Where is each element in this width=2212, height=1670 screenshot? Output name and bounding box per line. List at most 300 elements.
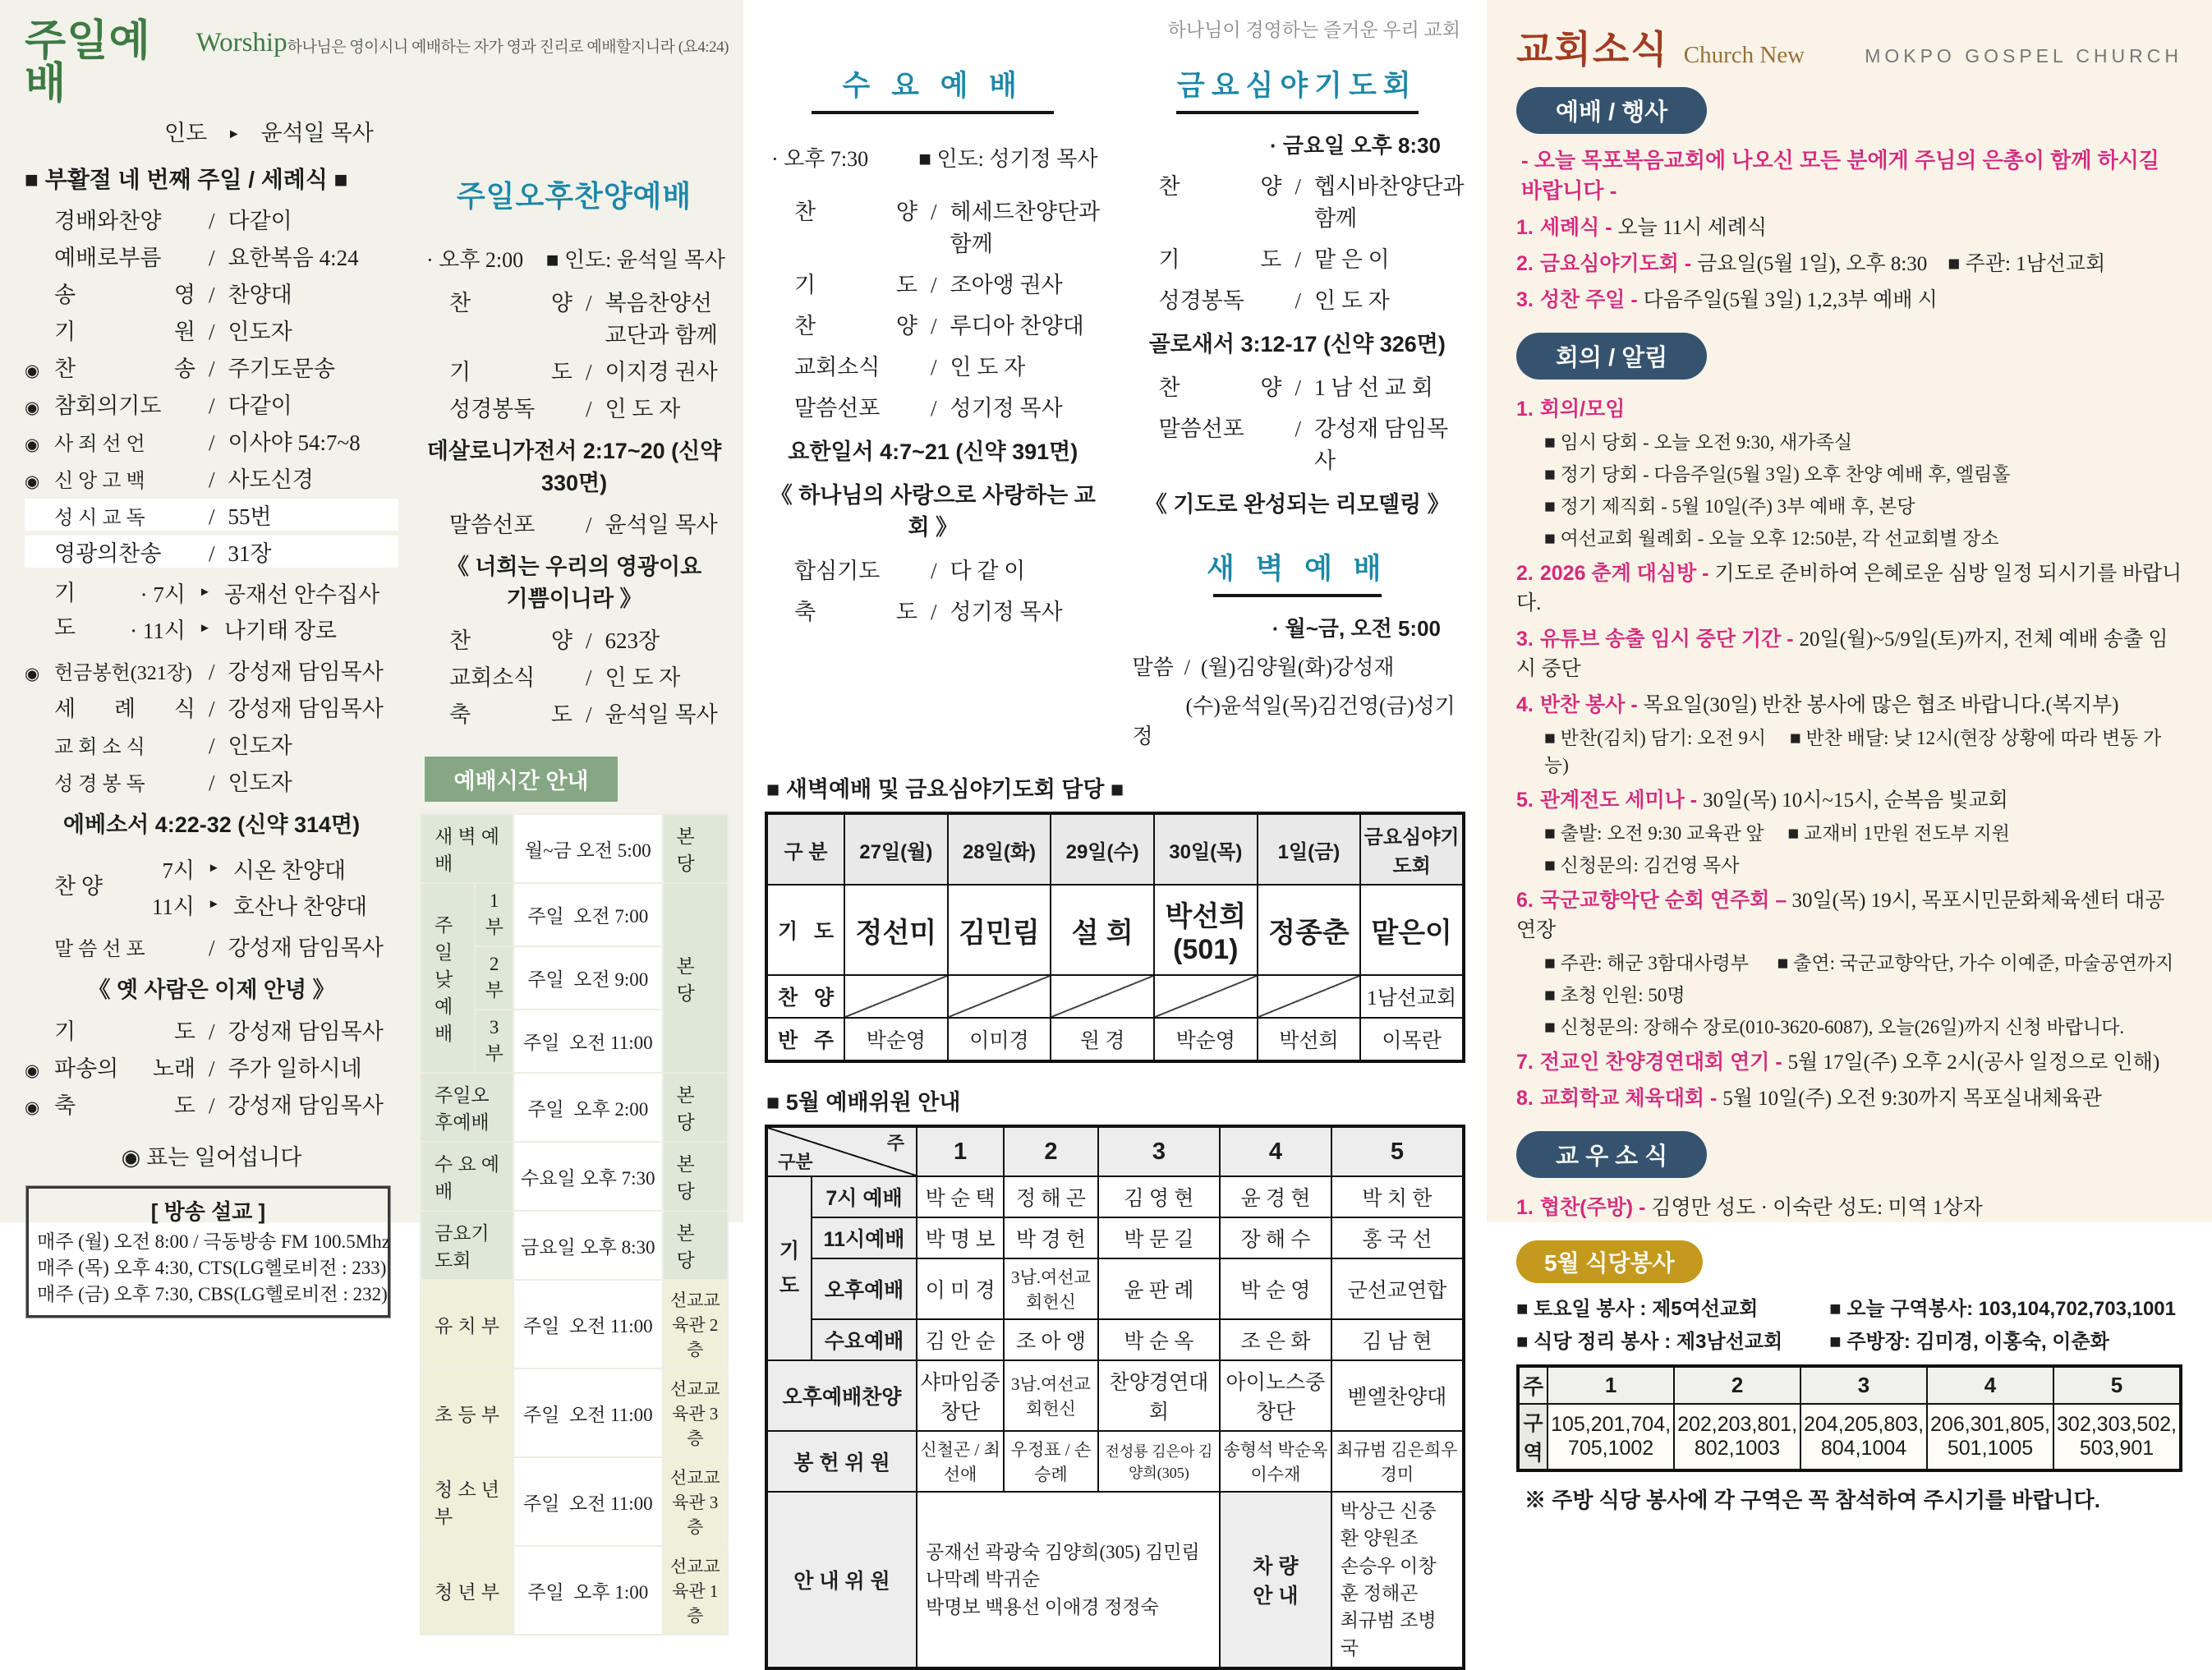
table-cell: 주일 오전 7:00 xyxy=(513,883,662,946)
table-row xyxy=(766,1176,1464,1217)
liturgy-value: 다같이 xyxy=(228,393,292,418)
liturgy-label: 찬 양 xyxy=(794,314,917,338)
liturgy-label: 참회의기도 xyxy=(54,393,162,418)
table-cell: 1 부 xyxy=(475,883,513,946)
table-cell: 이목란 xyxy=(1360,1018,1464,1061)
separator: / xyxy=(586,665,592,690)
table-cell: 수 요 예 배 xyxy=(421,1142,513,1211)
dawn-service-title: 새 벽 예 배 xyxy=(1207,553,1388,585)
table-cell: 29일(수) xyxy=(1051,813,1154,885)
item-keyword: 전교인 찬양경연대회 연기 xyxy=(1539,1051,1770,1074)
liturgy-value: 인도자 xyxy=(228,734,292,758)
item-number: 3. xyxy=(1516,288,1534,311)
table-row xyxy=(421,1280,728,1369)
item-text: 김영만 성도 · 이숙란 성도: 미역 1상자 xyxy=(1651,1197,1983,1219)
separator: / xyxy=(586,360,592,384)
time-label: 7시 xyxy=(162,858,195,883)
table-cell: 전성룡 김은아 김양희(305) xyxy=(1098,1431,1220,1492)
separator: / xyxy=(931,273,937,297)
liturgy-center-line: 《 너희는 우리의 영광이요 기쁨이니라 》 xyxy=(446,554,702,611)
table-row xyxy=(421,1546,728,1635)
wednesday-service-column xyxy=(765,44,1106,750)
liturgy-label: 성경봉독 xyxy=(449,397,536,421)
liturgy-row xyxy=(25,351,398,383)
liturgy-label: 성경봉독 xyxy=(1158,288,1244,313)
table-cell: 본 당 xyxy=(663,1073,729,1142)
liturgy-pair-item xyxy=(94,577,398,609)
liturgy-pair-item xyxy=(103,853,398,885)
broadcast-line: 매주 (금) 오후 7:30, CBS(LG헬로비전 : 232) xyxy=(37,1284,388,1305)
separator-arrow-icon: ► xyxy=(207,862,220,875)
liturgy-pair-item xyxy=(103,889,398,921)
liturgy-label: 찬 양 xyxy=(449,291,573,315)
table-cell: 기 도 xyxy=(766,1176,812,1360)
broadcast-title: [ 방송 설교 ] xyxy=(150,1199,266,1224)
committee-table-caption: ■ 5월 예배위원 안내 xyxy=(766,1090,961,1115)
table-cell: 박상근 신중환 양원조 손승우 이창훈 정해곤 최규범 조병국 xyxy=(1331,1492,1464,1668)
friday-order-list xyxy=(1129,168,1470,518)
table-cell: 박선희(501) xyxy=(1154,885,1258,975)
liturgy-label: 축 도 xyxy=(54,1093,195,1118)
weekly-region-table xyxy=(1516,1364,2182,1472)
item-number: 1. xyxy=(1516,216,1534,239)
item-number: 2. xyxy=(1516,562,1534,585)
news-item xyxy=(1516,1191,2182,1221)
table-cell: 4 xyxy=(1220,1126,1331,1176)
table-cell: 주일 오후 2:00 xyxy=(513,1073,662,1142)
news-sub-item: ■ 출발: 오전 9:30 교육관 앞 ■ 교재비 1만원 전도부 지원 xyxy=(1544,823,2010,844)
liturgy-value: 조아앵 권사 xyxy=(950,273,1063,297)
table-cell: 1 xyxy=(1547,1366,1674,1404)
meal-service-footnote: ※ 주방 식당 봉사에 각 구역은 꼭 참석하여 주시기를 바랍니다. xyxy=(1524,1488,2101,1512)
table-cell: 김민림 xyxy=(948,885,1051,975)
news-item xyxy=(1516,1082,2182,1111)
table-cell: 선교교육관 3층 xyxy=(663,1369,729,1457)
liturgy-row xyxy=(420,507,729,539)
church-slogan: 하나님이 경영하는 즐거운 우리 교회 xyxy=(1167,20,1460,40)
table-cell: 정종춘 xyxy=(1258,885,1361,975)
table-cell: 7시 예배 xyxy=(812,1176,917,1217)
corner-label-week: 주 xyxy=(886,1133,904,1153)
table-cell: 새 벽 예 배 xyxy=(421,814,513,883)
table-cell xyxy=(1051,975,1154,1018)
dawn-preacher-lines xyxy=(1129,651,1466,750)
standing-mark: ◉ xyxy=(25,1097,40,1117)
item-number: 4. xyxy=(1516,693,1534,716)
assignee: 나기태 장로 xyxy=(223,619,338,643)
table-cell: 공재선 곽광숙 김양희(305) 김민림 나막례 박귀순 박명보 백용선 이애경 정정숙 xyxy=(917,1492,1220,1668)
standing-mark: ◉ xyxy=(25,398,40,417)
item-keyword: 관계전도 세미나 xyxy=(1539,789,1685,812)
meal-info-line: ■ 식당 정리 봉사 : 제3남선교회 xyxy=(1516,1331,1783,1353)
news-sub-item: ■ 정기 당회 - 다음주일(5월 3일) 오후 찬양 예배 후, 엘림홀 xyxy=(1544,464,2011,485)
liturgy-value: 강성재 담임목사 xyxy=(228,936,384,960)
table-cell: 벧엘찬양대 xyxy=(1331,1360,1464,1431)
news-item xyxy=(1516,247,2182,277)
table-row xyxy=(766,1492,1464,1668)
sunday-heading: ■ 부활절 네 번째 주일 / 세례식 ■ xyxy=(25,167,348,192)
liturgy-value: 강성재 담임목사 xyxy=(1314,416,1449,473)
table-cell: 찬 양 xyxy=(766,975,844,1018)
separator: / xyxy=(209,771,215,795)
item-text: 30일(목) 19시, 목포시민문화체육센터 대공연장 xyxy=(1516,890,2165,941)
liturgy-value: 맡 은 이 xyxy=(1314,247,1390,272)
item-number: 7. xyxy=(1516,1051,1534,1074)
liturgy-row xyxy=(25,930,398,962)
liturgy-row xyxy=(420,623,729,655)
wednesday-time-line xyxy=(771,142,1098,173)
liturgy-label: 세 례 식 xyxy=(54,697,195,721)
liturgy-label: 기 도 xyxy=(449,360,573,384)
liturgy-label: 기 도 xyxy=(1158,247,1282,272)
table-cell: 11시예배 xyxy=(812,1217,917,1258)
item-text: 5월 17일(주) 오후 2시(공사 일정으로 인해) xyxy=(1787,1051,2160,1074)
separator: / xyxy=(209,467,215,492)
dash: - xyxy=(1625,288,1644,311)
item-number: 1. xyxy=(1516,398,1534,421)
liturgy-label: 찬 양 xyxy=(1158,174,1282,199)
standing-mark: ◉ xyxy=(25,472,40,491)
dash: - xyxy=(1678,252,1698,275)
table-cell: 박 문 길 xyxy=(1098,1217,1220,1258)
news-item xyxy=(1516,688,2182,777)
liturgy-row xyxy=(25,240,398,272)
badge-members: 교 우 소 식 xyxy=(1516,1131,1707,1178)
table-cell: 5 xyxy=(2053,1366,2181,1404)
liturgy-label: 송 영 xyxy=(54,283,195,307)
liturgy-center-line: 골로새서 3:12-17 (신약 326면) xyxy=(1148,332,1446,357)
liturgy-row xyxy=(765,390,1101,422)
liturgy-value: 사도신경 xyxy=(228,467,314,492)
church-news-logo-en: Church New xyxy=(1683,42,1805,68)
table-row xyxy=(766,1431,1464,1492)
liturgy-label: 말씀선포 xyxy=(794,396,881,421)
separator: / xyxy=(209,246,215,270)
broadcast-line: 매주 (목) 오후 4:30, CTS(LG헬로비전 : 233) xyxy=(37,1258,387,1279)
separator: / xyxy=(209,660,215,684)
assignee: 호산나 찬양대 xyxy=(232,895,368,919)
item-keyword: 반찬 봉사 xyxy=(1539,693,1626,716)
title-underline xyxy=(812,111,1054,114)
dawn-time-line: · 월~금, 오전 5:00 xyxy=(1272,616,1441,641)
meal-info-left xyxy=(1516,1288,1829,1358)
table-cell: 윤 경 현 xyxy=(1220,1176,1331,1217)
separator: / xyxy=(209,430,215,455)
table-cell: 1남선교회 xyxy=(1360,975,1464,1018)
table-row xyxy=(421,1142,728,1211)
welcome-line: - 오늘 목포복음교회에 나오신 모든 분에게 주님의 은총이 함께 하시길 바랍니다 - xyxy=(1521,148,2159,203)
table-cell: 월~금 오전 5:00 xyxy=(513,814,662,883)
table-cell: 5 xyxy=(1331,1126,1464,1176)
table-cell: 오후예배찬양 xyxy=(766,1360,917,1431)
service-schedule-table xyxy=(420,813,729,1635)
service-leader: ■ 인도: 윤석일 목사 xyxy=(545,248,725,272)
separator: / xyxy=(209,283,215,307)
liturgy-value: 55번 xyxy=(228,504,272,529)
liturgy-label: 찬 송 xyxy=(54,357,195,381)
liturgy-row xyxy=(420,697,729,729)
separator: / xyxy=(209,320,215,344)
liturgy-row xyxy=(25,536,398,568)
assignee: 시온 찬양대 xyxy=(232,858,346,883)
news-sub-item: ■ 신청문의: 장해수 장로(010-3620-6087), 오늘(26일)까지 신청 바랍니다. xyxy=(1544,1017,2125,1037)
liturgy-label: 성 시 교 독 xyxy=(54,508,145,529)
liturgy-row xyxy=(1129,370,1466,402)
separator: / xyxy=(1295,174,1302,199)
dash: - xyxy=(1769,1051,1788,1074)
leader-name: 윤석일 목사 xyxy=(260,121,374,145)
table-cell: 3 xyxy=(1098,1126,1220,1176)
liturgy-label: 신 앙 고 백 xyxy=(54,471,145,492)
schedule-table xyxy=(420,813,729,1635)
table-row xyxy=(421,1457,728,1546)
liturgy-row xyxy=(25,203,398,235)
table-cell: 금요심야기도회 xyxy=(1360,813,1464,885)
arrow-icon: ► xyxy=(227,127,241,141)
afternoon-order-list xyxy=(420,285,729,729)
liturgy-label: 사 죄 선 언 xyxy=(54,434,145,455)
liturgy-center-line: 데살로니가전서 2:17~20 (신약 330면) xyxy=(426,439,722,495)
item-number: 2. xyxy=(1516,252,1534,275)
afternoon-service-column xyxy=(420,155,729,1635)
separator: / xyxy=(931,396,937,421)
liturgy-label: 기 원 xyxy=(54,320,195,344)
meal-info-line: ■ 주방장: 김미경, 이홍숙, 이춘화 xyxy=(1829,1331,2109,1353)
liturgy-label: 찬 양 xyxy=(794,200,917,224)
liturgy-center-line: 《 기도로 완성되는 리모델링 》 xyxy=(1144,492,1450,517)
liturgy-row xyxy=(25,1014,398,1046)
liturgy-value: 인 도 자 xyxy=(950,355,1026,380)
table-cell: 차 량 안 내 xyxy=(1220,1492,1331,1668)
table-cell: 주일 오전 11:00 xyxy=(513,1010,662,1073)
liturgy-label: 말씀선포 xyxy=(1158,416,1244,441)
table-cell: 금요기도회 xyxy=(421,1211,513,1280)
liturgy-value: 강성재 담임목사 xyxy=(228,660,384,684)
liturgy-value: 인 도 자 xyxy=(605,397,681,421)
liturgy-label: 축 도 xyxy=(794,600,917,624)
church-news-logo: 교회소식 xyxy=(1516,29,1669,71)
liturgy-value: 623장 xyxy=(605,628,660,653)
table-cell: 설 희 xyxy=(1051,885,1154,975)
panel-church-news xyxy=(1487,0,2212,1512)
liturgy-value: 인도자 xyxy=(228,320,292,344)
afternoon-time-line xyxy=(426,243,725,274)
table-row xyxy=(766,885,1464,975)
liturgy-row xyxy=(420,391,729,423)
table-cell: 3남.여선교회헌신 xyxy=(1004,1360,1098,1431)
liturgy-row xyxy=(25,691,398,723)
time-label: 11시 xyxy=(151,895,195,919)
table-cell: 박순영 xyxy=(1154,1018,1258,1061)
liturgy-pair-item xyxy=(94,613,398,645)
table-cell: 105,201,704, 705,1002 xyxy=(1547,1404,1674,1470)
liturgy-label: 말 씀 선 포 xyxy=(54,939,145,960)
table-cell: 초 등 부 xyxy=(421,1369,513,1457)
news-item xyxy=(1516,557,2182,616)
meal-info-line: ■ 오늘 구역봉사: 103,104,702,703,1001 xyxy=(1829,1298,2176,1320)
table-cell: 1 xyxy=(917,1126,1004,1176)
table-cell: 홍 국 선 xyxy=(1331,1217,1464,1258)
item-text: 30일(목) 10시~15시, 순복음 빛교회 xyxy=(1703,789,2008,812)
table-cell: 금요일 오후 8:30 xyxy=(513,1211,662,1280)
dash: - xyxy=(1633,1196,1652,1219)
table-cell: 28일(화) xyxy=(948,813,1051,885)
news-item xyxy=(1516,211,2182,241)
liturgy-label: 경배와찬양 xyxy=(54,209,162,233)
liturgy-label: 파송의 노래 xyxy=(54,1056,195,1081)
item-keyword: 회의/모임 xyxy=(1539,398,1626,421)
table-cell: 3 부 xyxy=(475,1010,513,1073)
separator: / xyxy=(209,1093,215,1118)
table-row xyxy=(766,975,1464,1018)
table-row xyxy=(1518,1366,2181,1404)
badge-events: 예배 / 행사 xyxy=(1516,87,1707,134)
news-item xyxy=(1516,393,2182,550)
title-underline xyxy=(1213,594,1382,597)
table-cell: 유 치 부 xyxy=(421,1280,513,1369)
liturgy-row xyxy=(765,553,1101,585)
separator: / xyxy=(1295,416,1302,441)
table-cell: 본 당 xyxy=(663,1142,729,1211)
dawn-preacher-line: (수)윤석일(목)김건영(금)성기정 xyxy=(1132,694,1456,748)
liturgy-row xyxy=(420,354,729,386)
liturgy-value: 헵시바찬양단과 함께 xyxy=(1314,174,1470,231)
liturgy-label: 말씀선포 xyxy=(449,513,536,537)
standing-mark: ◉ xyxy=(25,435,40,454)
region-table xyxy=(1516,1364,2182,1472)
notices-list xyxy=(1516,393,2182,1111)
table-cell: 박 명 보 xyxy=(917,1217,1004,1258)
liturgy-row xyxy=(765,194,1106,258)
table-row xyxy=(766,1217,1464,1258)
liturgy-value: 강성재 담임목사 xyxy=(228,1093,384,1118)
separator: / xyxy=(209,1056,215,1081)
table-cell: 반 주 xyxy=(766,1018,844,1061)
afternoon-service-title: 주일오후찬양예배 xyxy=(456,179,692,213)
table-cell: 선교교육관 3층 xyxy=(663,1457,729,1546)
standing-note: ◉ 표는 일어섭니다 xyxy=(121,1145,302,1170)
news-sub-item: ■ 반찬(김치) 담기: 오전 9시 ■ 반찬 배달: 낮 12시(현장 상황에 따라 변동 가능) xyxy=(1544,728,2162,775)
liturgy-row xyxy=(25,314,398,346)
liturgy-value: 다같이 xyxy=(228,209,292,233)
table-cell: 주일 오전 11:00 xyxy=(513,1369,662,1457)
standing-mark: ◉ xyxy=(25,361,40,380)
liturgy-row xyxy=(1129,283,1466,315)
separator: / xyxy=(586,702,592,727)
liturgy-value: 윤석일 목사 xyxy=(605,513,718,537)
table-row xyxy=(421,1073,728,1142)
table-cell: 주일 오전 11:00 xyxy=(513,1457,662,1546)
item-text: 기도로 준비하여 은혜로운 심방 일정 되시기를 바랍니다. xyxy=(1516,563,2182,614)
panel-sunday-worship xyxy=(0,0,743,1626)
table-cell: 봉 헌 위 원 xyxy=(766,1431,917,1492)
liturgy-label: 헌금봉헌(321장) xyxy=(54,663,192,684)
separator: / xyxy=(586,513,592,537)
separator: / xyxy=(209,734,215,758)
liturgy-center-line: 《 옛 사람은 이제 안녕 》 xyxy=(88,978,335,1002)
table-cell: 주 일 낮 예 배 xyxy=(421,883,475,1073)
table-cell: 30일(목) xyxy=(1154,813,1258,885)
table-row xyxy=(766,1258,1464,1319)
table-cell: 윤 판 례 xyxy=(1098,1258,1220,1319)
liturgy-value: 주가 일하시네 xyxy=(228,1056,362,1081)
item-keyword: 성찬 주일 xyxy=(1539,288,1626,311)
liturgy-value: 루디아 찬양대 xyxy=(950,314,1084,338)
duty-table-caption: ■ 새벽예배 및 금요심야기도회 담당 ■ xyxy=(766,777,1124,802)
news-sub-item: ■ 신청문의: 김건영 목사 xyxy=(1544,855,1740,876)
liturgy-label: 교 회 소 식 xyxy=(54,737,145,758)
service-time: · 오후 7:30 xyxy=(771,147,869,171)
table-cell: 최규범 김은희우경미 xyxy=(1331,1431,1464,1492)
table-cell: 27일(월) xyxy=(844,813,948,885)
liturgy-value: 다 같 이 xyxy=(950,559,1026,583)
meal-info-right xyxy=(1829,1288,2182,1358)
dash: - xyxy=(1704,1087,1723,1110)
table-cell: 샤마임중창단 xyxy=(917,1360,1004,1431)
table-cell xyxy=(948,975,1051,1018)
separator: / xyxy=(209,504,215,529)
table-cell: 아이노스중창단 xyxy=(1220,1360,1331,1431)
liturgy-label: 축 도 xyxy=(449,702,573,727)
separator: / xyxy=(586,291,592,315)
liturgy-center-line: 《 하나님의 사랑으로 사랑하는 교회 》 xyxy=(770,483,1096,540)
liturgy-value: 강성재 담임목사 xyxy=(228,1019,384,1044)
table-row xyxy=(766,813,1464,885)
table-cell: 본 당 xyxy=(663,1211,729,1280)
standing-mark: ◉ xyxy=(25,664,40,683)
dawn-friday-duty-table xyxy=(765,812,1465,1063)
liturgy-value: 주기도문송 xyxy=(228,357,335,381)
table-cell: 김 영 현 xyxy=(1098,1176,1220,1217)
badge-notices: 회의 / 알림 xyxy=(1516,333,1707,380)
item-text: 목요일(30일) 반찬 봉사에 많은 협조 바랍니다.(복지부) xyxy=(1643,694,2119,716)
table-cell: 맡은이 xyxy=(1360,885,1464,975)
item-text: 오늘 11시 세례식 xyxy=(1617,217,1768,239)
liturgy-value: 인도자 xyxy=(228,771,292,795)
liturgy-pair-items xyxy=(94,573,398,649)
liturgy-value: 인 도 자 xyxy=(605,665,681,690)
liturgy-label: 찬 양 xyxy=(449,628,573,653)
table-cell: 군선교연합 xyxy=(1331,1258,1464,1319)
liturgy-label: 교회소식 xyxy=(449,665,536,690)
dash: - xyxy=(1781,628,1800,651)
table-cell: 오후예배 xyxy=(812,1258,917,1319)
sunday-worship-logo: 주일예배 xyxy=(25,17,151,108)
worship-order-list xyxy=(25,203,398,1120)
separator: / xyxy=(931,559,937,583)
liturgy-pair-label: 찬 양 xyxy=(54,873,103,899)
table-cell: 구 분 xyxy=(766,813,844,885)
liturgy-value: 이지경 권사 xyxy=(605,360,718,384)
separator: / xyxy=(209,1019,215,1044)
table-row xyxy=(766,1360,1464,1431)
liturgy-label: 예배로부름 xyxy=(54,246,162,270)
liturgy-row xyxy=(1129,411,1466,475)
liturgy-center-line: 요한일서 4:7~21 (신약 391면) xyxy=(788,439,1078,464)
item-text: 20일(월)~5/9일(토)까지, 전체 예배 송출 임시 중단 xyxy=(1516,628,2168,680)
item-number: 3. xyxy=(1516,628,1534,651)
table-cell: 김 남 현 xyxy=(1331,1319,1464,1360)
separator: / xyxy=(931,200,937,224)
worship-order-column xyxy=(25,155,398,1635)
item-number: 5. xyxy=(1516,789,1534,812)
item-keyword: 금요심야기도회 xyxy=(1539,252,1679,275)
separator: / xyxy=(209,209,215,233)
title-underline xyxy=(1176,111,1419,114)
liturgy-label: 합심기도 xyxy=(794,559,881,583)
liturgy-value: 인 도 자 xyxy=(1314,288,1390,313)
table-cell: 송형석 박순옥 이수재 xyxy=(1220,1431,1331,1492)
